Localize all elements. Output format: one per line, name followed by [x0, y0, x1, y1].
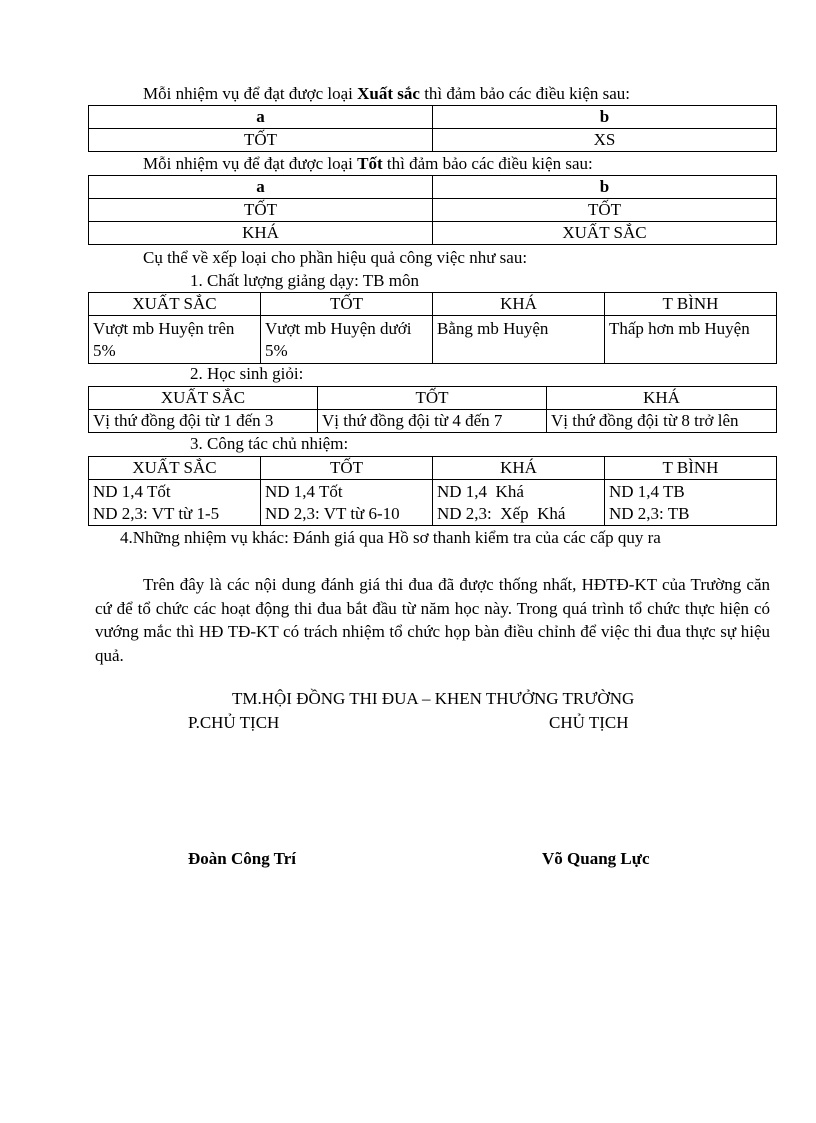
cell-line: ND 1,4 TB [609, 482, 685, 501]
table-excellent-students [88, 386, 777, 433]
table-header-row [89, 387, 777, 410]
header-a: a [89, 106, 433, 129]
table-xuat-sac-conditions [88, 105, 777, 152]
section1-intro: Mỗi nhiệm vụ để đạt được loại Xuất sắc thì đảm bảo các điều kiện sau: [143, 84, 631, 103]
item1-title: 1. Chất lượng giảng dạy: TB môn [190, 271, 419, 290]
cell [605, 480, 777, 526]
cell [89, 480, 261, 526]
table-header-row [89, 176, 777, 199]
left-signatory-name: Đoàn Công Trí [188, 849, 297, 868]
table-header-row [89, 457, 777, 480]
table-header-row [89, 293, 777, 316]
table-tot-conditions [88, 175, 777, 245]
item3-title: 3. Công tác chủ nhiệm: [190, 434, 349, 453]
cell-line: ND 1,4 Khá [437, 482, 524, 501]
item4-text: 4.Những nhiệm vụ khác: Đánh giá qua Hồ sơ thanh kiểm tra của các cấp quy ra [120, 528, 661, 547]
right-signatory-name: Võ Quang Lực [542, 849, 650, 868]
table-teaching-quality [88, 292, 777, 364]
table-row [89, 199, 777, 222]
cell: Vị thứ đồng đội từ 8 trở lên [547, 410, 777, 433]
item2-title: 2. Học sinh giỏi: [190, 364, 304, 383]
council-title: TM.HỘI ĐỒNG THI ĐUA – KHEN THƯỞNG TRƯỜNG [232, 689, 635, 708]
cell [433, 480, 605, 526]
table-row [89, 480, 777, 526]
header-a: a [89, 176, 433, 199]
header-cell: KHÁ [433, 293, 605, 316]
header-b: b [433, 176, 777, 199]
left-signatory-title: P.CHỦ TỊCH [188, 713, 280, 732]
cell [261, 480, 433, 526]
header-cell: XUẤT SẮC [89, 387, 318, 410]
section2-intro: Mỗi nhiệm vụ để đạt được loại Tốt thì đảm bảo các điều kiện sau: [143, 154, 593, 173]
cell: Vị thứ đồng đội từ 4 đến 7 [318, 410, 547, 433]
table-row [89, 222, 777, 245]
header-cell: TỐT [318, 387, 547, 410]
cell: TỐT [89, 199, 433, 222]
right-signatory-title: CHỦ TỊCH [549, 713, 629, 732]
cell: XUẤT SẮC [433, 222, 777, 245]
header-cell: TỐT [261, 293, 433, 316]
cell: Bằng mb Huyện [433, 316, 605, 364]
table-row [89, 316, 777, 364]
cell: Thấp hơn mb Huyện [605, 316, 777, 364]
closing-paragraph: Trên đây là các nội dung đánh giá thi đua đã được thống nhất, HĐTĐ-KT của Trường căn cứ để tổ chức các hoạt động thi đua bắt đầu từ năm học này. Trong quá trình tổ chức thực hiện có vướng mắc thì HĐ TĐ-KT có trách nhiệm tổ chức họp bàn điều chỉnh để việc thi đua thực sự hiệu quả. [95, 575, 770, 665]
cell-line: ND 2,3: VT từ 1-5 [93, 504, 220, 523]
header-cell: KHÁ [433, 457, 605, 480]
header-cell: XUẤT SẮC [89, 293, 261, 316]
table-row [89, 129, 777, 152]
cell: Vượt mb Huyện dưới 5% [261, 316, 433, 364]
cell-line: ND 2,3: VT từ 6-10 [265, 504, 400, 523]
header-cell: T BÌNH [605, 457, 777, 480]
section3-intro: Cụ thể về xếp loại cho phần hiệu quả công việc như sau: [143, 248, 528, 267]
cell-line: ND 2,3: Xếp Khá [437, 504, 566, 523]
cell: TỐT [89, 129, 433, 152]
cell-line: ND 1,4 Tốt [265, 482, 343, 501]
cell: XS [433, 129, 777, 152]
header-cell: XUẤT SẮC [89, 457, 261, 480]
cell: Vị thứ đồng đội từ 1 đến 3 [89, 410, 318, 433]
header-cell: T BÌNH [605, 293, 777, 316]
cell: TỐT [433, 199, 777, 222]
header-cell: TỐT [261, 457, 433, 480]
table-homeroom-work [88, 456, 777, 526]
cell-line: ND 1,4 Tốt [93, 482, 171, 501]
header-b: b [433, 106, 777, 129]
table-row [89, 410, 777, 433]
cell: Vượt mb Huyện trên 5% [89, 316, 261, 364]
cell-line: ND 2,3: TB [609, 504, 690, 523]
cell: KHÁ [89, 222, 433, 245]
header-cell: KHÁ [547, 387, 777, 410]
table-header-row [89, 106, 777, 129]
